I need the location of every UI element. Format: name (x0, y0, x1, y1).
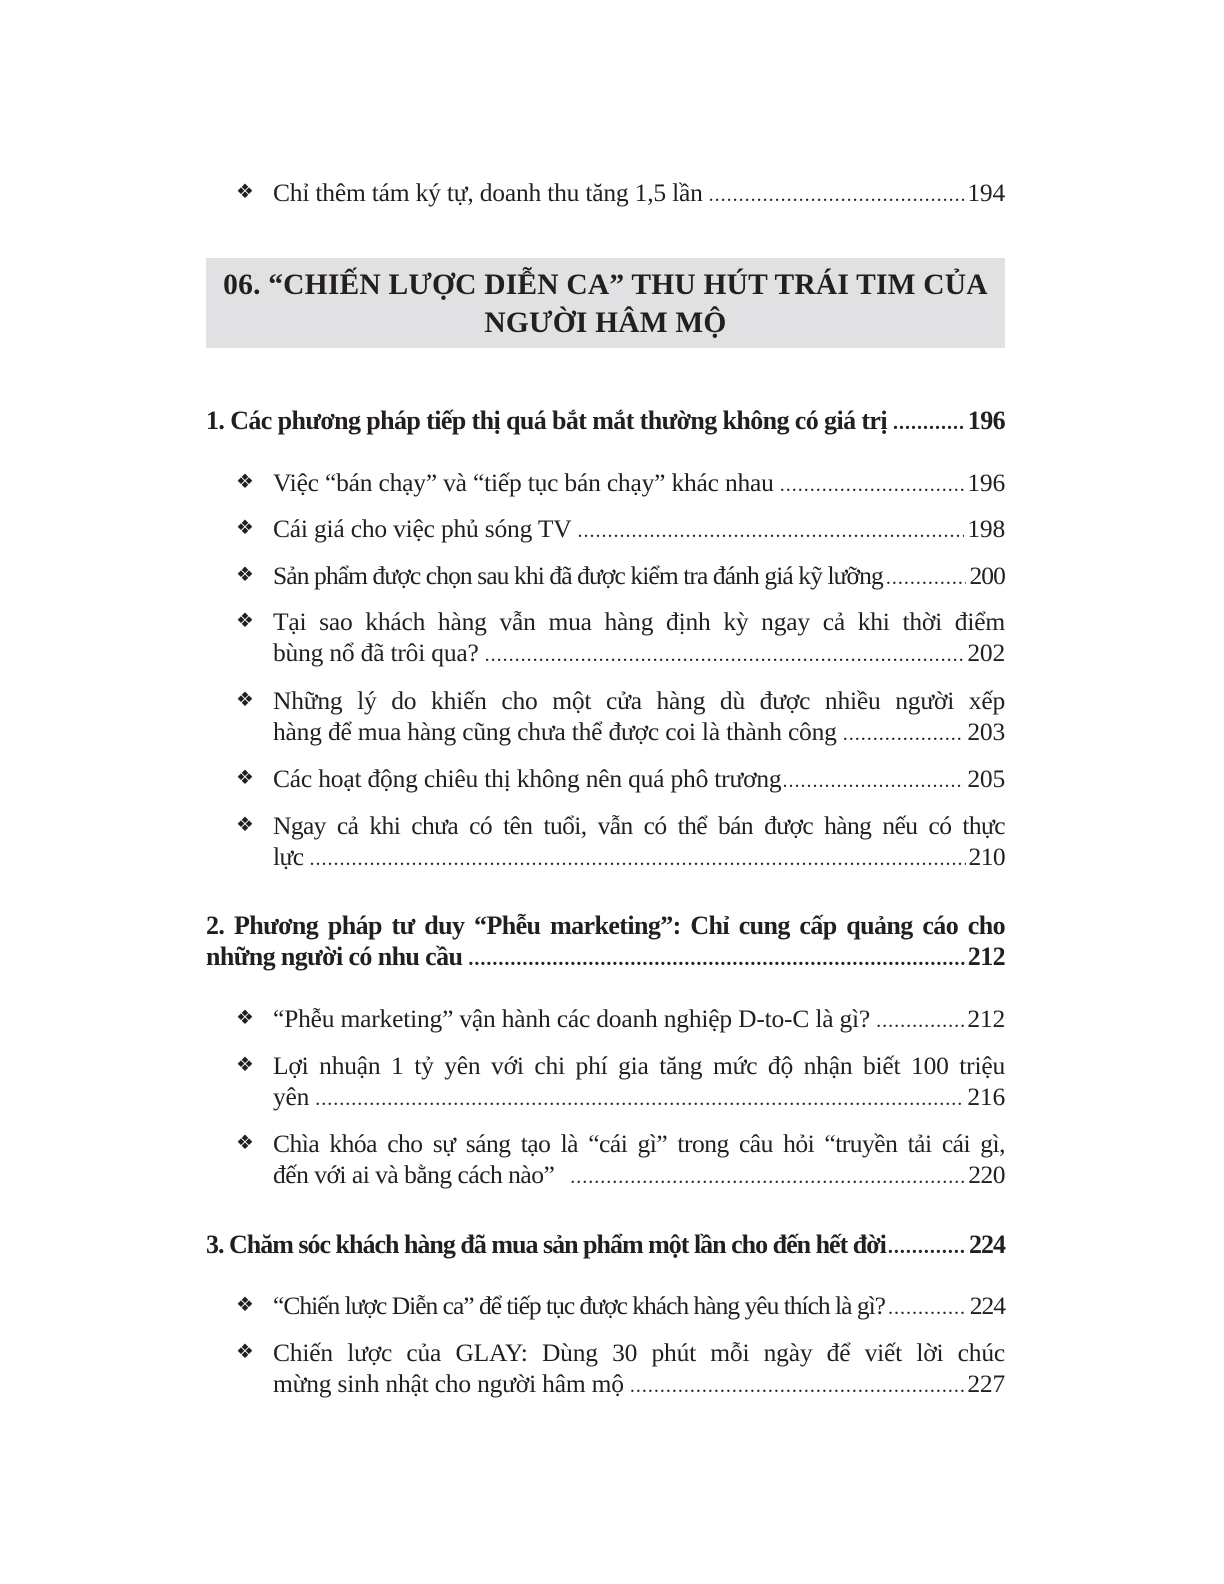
chapter-heading-banner (206, 258, 1005, 348)
diamond-bullet-icon: ❖ (236, 610, 254, 632)
toc-item (206, 606, 1005, 671)
leader-dots (782, 766, 964, 797)
toc-item-text: bùng nổ đã trôi qua? (273, 638, 479, 667)
page-number: 224 (969, 1230, 1005, 1259)
diamond-bullet-icon: ❖ (236, 471, 254, 493)
diamond-bullet-icon: ❖ (236, 689, 254, 711)
toc-item (206, 1290, 1005, 1324)
page-number: 212 (967, 1004, 1005, 1033)
toc-item (206, 1128, 1005, 1193)
diamond-bullet-icon: ❖ (236, 814, 254, 836)
toc-section-3 (206, 1229, 1005, 1263)
toc-item-text-line1: Lợi nhuận 1 tỷ yên với chi phí gia tăng mức độ nhận biết 100 triệu (273, 1051, 1005, 1080)
diamond-bullet-icon: ❖ (236, 517, 254, 539)
page-number: 196 (967, 468, 1005, 497)
leader-dots (468, 944, 964, 975)
page-number: 216 (967, 1082, 1005, 1111)
toc-item (206, 467, 1005, 501)
section-title: 1. Các phương pháp tiếp thị quá bắt mắt thường không có giá trị (206, 406, 887, 435)
page-number: 212 (967, 942, 1005, 971)
toc-item (206, 763, 1005, 797)
chapter-heading-line1: 06. “CHIẾN LƯỢC DIỄN CA” THU HÚT TRÁI TIM CỦA (223, 269, 988, 301)
toc-item-text: Chỉ thêm tám ký tự, doanh thu tăng 1,5 lần (273, 178, 703, 207)
page-number: 194 (967, 178, 1005, 207)
page-number: 198 (967, 514, 1005, 543)
diamond-bullet-icon: ❖ (236, 767, 254, 789)
toc-item-text: đến với ai và bằng cách nào” (273, 1160, 555, 1189)
toc-item (206, 177, 1005, 211)
leader-dots (485, 640, 965, 671)
toc-item (206, 1050, 1005, 1115)
toc-item-text-line1: Những lý do khiến cho một cửa hàng dù được nhiều người xếp (273, 686, 1005, 715)
leader-dots (709, 180, 965, 211)
toc-item (206, 1337, 1005, 1402)
chapter-heading-line2: NGƯỜI HÂM MỘ (484, 307, 727, 339)
page-number: 205 (967, 764, 1005, 793)
toc-item (206, 810, 1005, 875)
diamond-bullet-icon: ❖ (236, 1054, 254, 1076)
toc-item-text: Các hoạt động chiêu thị không nên quá phô trương (273, 764, 782, 793)
toc-item-text: hàng để mua hàng cũng chưa thể được coi là thành công (273, 717, 837, 746)
toc-item (206, 1003, 1005, 1037)
toc-item (206, 560, 1005, 594)
page-number: 220 (968, 1160, 1005, 1189)
toc-item-text: lực (273, 842, 304, 871)
page-number: 210 (968, 842, 1005, 871)
page-number: 200 (969, 561, 1005, 590)
diamond-bullet-icon: ❖ (236, 181, 254, 203)
diamond-bullet-icon: ❖ (236, 1132, 254, 1154)
toc-section-2 (206, 910, 1005, 975)
page-number: 202 (967, 638, 1005, 667)
toc-item-text: “Chiến lược Diễn ca” để tiếp tục được khách hàng yêu thích là gì? (273, 1291, 885, 1320)
toc-section-1 (206, 405, 1005, 439)
section-title: 3. Chăm sóc khách hàng đã mua sản phẩm một lần cho đến hết đời (206, 1230, 886, 1259)
page-number: 224 (969, 1291, 1005, 1320)
toc-item-text: mừng sinh nhật cho người hâm mộ (273, 1369, 624, 1398)
toc-item-text-line1: Chìa khóa cho sự sáng tạo là “cái gì” trong câu hỏi “truyền tải cái gì, (273, 1129, 1005, 1158)
diamond-bullet-icon: ❖ (236, 1294, 253, 1316)
toc-item-text-line1: Tại sao khách hàng vẫn mua hàng định kỳ ngay cả khi thời điểm (273, 607, 1005, 636)
page-number: 227 (967, 1369, 1005, 1398)
leader-dots (876, 1006, 964, 1037)
diamond-bullet-icon: ❖ (236, 1341, 254, 1363)
leader-dots (577, 516, 964, 547)
leader-dots (630, 1371, 965, 1402)
page-number: 196 (967, 406, 1005, 435)
leader-dots (888, 1293, 967, 1324)
toc-item (206, 685, 1005, 750)
toc-item-text-line1: Chiến lược của GLAY: Dùng 30 phút mỗi ngày để viết lời chúc (273, 1338, 1005, 1367)
leader-dots (843, 719, 965, 750)
page-number: 203 (967, 717, 1005, 746)
leader-dots (886, 563, 967, 594)
section-title-line1: 2. Phương pháp tư duy “Phễu marketing”: Chỉ cung cấp quảng cáo cho (206, 911, 1005, 940)
leader-dots (570, 1162, 965, 1193)
toc-item-text: Việc “bán chạy” và “tiếp tục bán chạy” khác nhau (273, 468, 774, 497)
toc-item (206, 513, 1005, 547)
toc-item-text: Cái giá cho việc phủ sóng TV (273, 514, 572, 543)
leader-dots (780, 470, 965, 501)
toc-item-text: yên (273, 1082, 310, 1111)
section-title: những người có nhu cầu (206, 942, 463, 971)
toc-item-text: Sản phẩm được chọn sau khi đã được kiểm tra đánh giá kỹ lưỡng (273, 561, 883, 590)
leader-dots (888, 1232, 966, 1263)
leader-dots (315, 1084, 964, 1115)
toc-item-text: “Phễu marketing” vận hành các doanh nghiệp D-to-C là gì? (273, 1004, 871, 1033)
toc-item-text-line1: Ngay cả khi chưa có tên tuổi, vẫn có thể bán được hàng nếu có thực (273, 811, 1005, 840)
leader-dots (309, 844, 965, 875)
diamond-bullet-icon: ❖ (236, 564, 254, 586)
diamond-bullet-icon: ❖ (236, 1007, 254, 1029)
leader-dots (893, 408, 965, 439)
